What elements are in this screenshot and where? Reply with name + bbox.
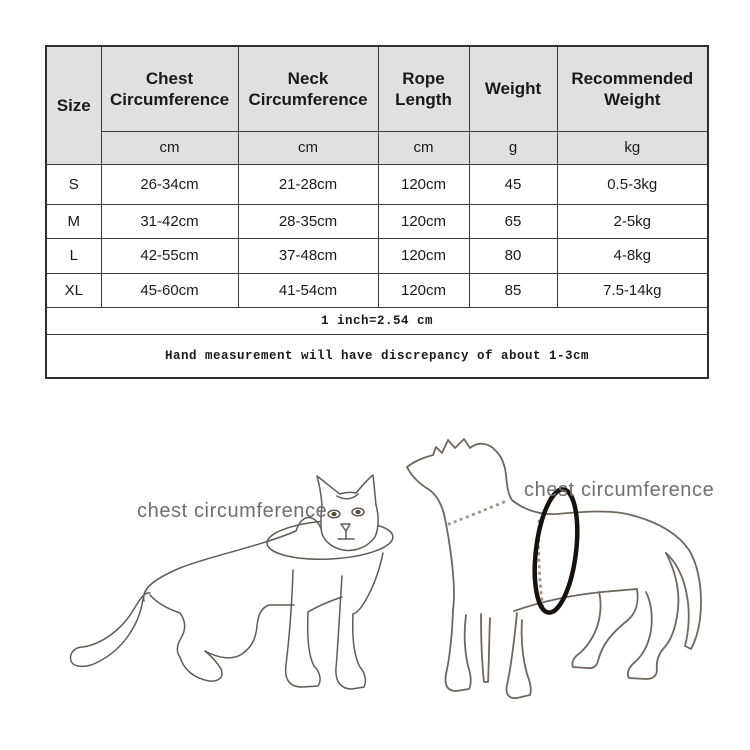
cat-tail bbox=[71, 593, 150, 667]
dog-rear-leg-near bbox=[628, 553, 679, 679]
cell-xl-size: XL bbox=[46, 273, 101, 307]
dog-chest-edge bbox=[506, 613, 530, 698]
header-cell-chest: Chest Circumference bbox=[101, 46, 238, 131]
cell-m-neck: 28-35cm bbox=[238, 204, 378, 238]
cell-l-rope: 120cm bbox=[378, 238, 469, 273]
cell-xl-chest: 45-60cm bbox=[101, 273, 238, 307]
header-cell-neck: Neck Circumference bbox=[238, 46, 378, 131]
header-cell-size: Size bbox=[46, 46, 101, 164]
cell-s-weight: 45 bbox=[469, 164, 557, 204]
cat-left-eye-pupil bbox=[331, 512, 336, 516]
cat-belly-line bbox=[205, 605, 294, 658]
cell-xl-recommended: 7.5-14kg bbox=[557, 273, 708, 307]
dog-front-leg-near bbox=[407, 467, 471, 691]
unit-cell-chest: cm bbox=[101, 131, 238, 164]
cell-m-size: M bbox=[46, 204, 101, 238]
cell-m-rope: 120cm bbox=[378, 204, 469, 238]
header-cell-rope: Rope Length bbox=[378, 46, 469, 131]
cell-s-recommended: 0.5-3kg bbox=[557, 164, 708, 204]
cat-rear-leg-near bbox=[150, 595, 222, 681]
unit-cell-neck: cm bbox=[238, 131, 378, 164]
header-cell-recommended: Recommended Weight bbox=[557, 46, 708, 131]
unit-cell-weight: g bbox=[469, 131, 557, 164]
unit-cell-recommended: kg bbox=[557, 131, 708, 164]
cell-xl-neck: 41-54cm bbox=[238, 273, 378, 307]
cell-l-weight: 80 bbox=[469, 238, 557, 273]
dog-belly-line bbox=[514, 589, 637, 611]
cell-l-recommended: 4-8kg bbox=[557, 238, 708, 273]
cell-s-chest: 26-34cm bbox=[101, 164, 238, 204]
cell-s-size: S bbox=[46, 164, 101, 204]
cell-l-size: L bbox=[46, 238, 101, 273]
dog-head-back-tail-outline bbox=[407, 439, 701, 649]
unit-cell-rope: cm bbox=[378, 131, 469, 164]
cat-back-line bbox=[144, 517, 323, 601]
cat-right-eye-pupil bbox=[355, 510, 360, 514]
dog-neck-dotted-line bbox=[449, 502, 504, 524]
cell-m-recommended: 2-5kg bbox=[557, 204, 708, 238]
cat-shoulder-line bbox=[308, 597, 342, 612]
cat-chest-circumference-label: chest circumference bbox=[137, 500, 328, 522]
cat-chest-line bbox=[353, 553, 383, 614]
cell-s-neck: 21-28cm bbox=[238, 164, 378, 204]
cat-front-leg-near bbox=[286, 570, 320, 687]
note-inch-conversion: 1 inch=2.54 cm bbox=[46, 307, 708, 334]
dog-chest-circumference-label: chest circumference bbox=[524, 479, 715, 501]
cell-m-chest: 31-42cm bbox=[101, 204, 238, 238]
cat-front-leg-far bbox=[336, 576, 366, 689]
cell-l-chest: 42-55cm bbox=[101, 238, 238, 273]
dog-illustration bbox=[407, 439, 701, 698]
cell-xl-rope: 120cm bbox=[378, 273, 469, 307]
cell-m-weight: 65 bbox=[469, 204, 557, 238]
dog-rear-leg-far bbox=[572, 589, 637, 668]
note-measurement-discrepancy: Hand measurement will have discrepancy of about 1-3cm bbox=[46, 334, 708, 378]
cell-l-neck: 37-48cm bbox=[238, 238, 378, 273]
cell-xl-weight: 85 bbox=[469, 273, 557, 307]
header-cell-weight: Weight bbox=[469, 46, 557, 131]
cell-s-rope: 120cm bbox=[378, 164, 469, 204]
dog-front-leg-far bbox=[481, 614, 490, 682]
